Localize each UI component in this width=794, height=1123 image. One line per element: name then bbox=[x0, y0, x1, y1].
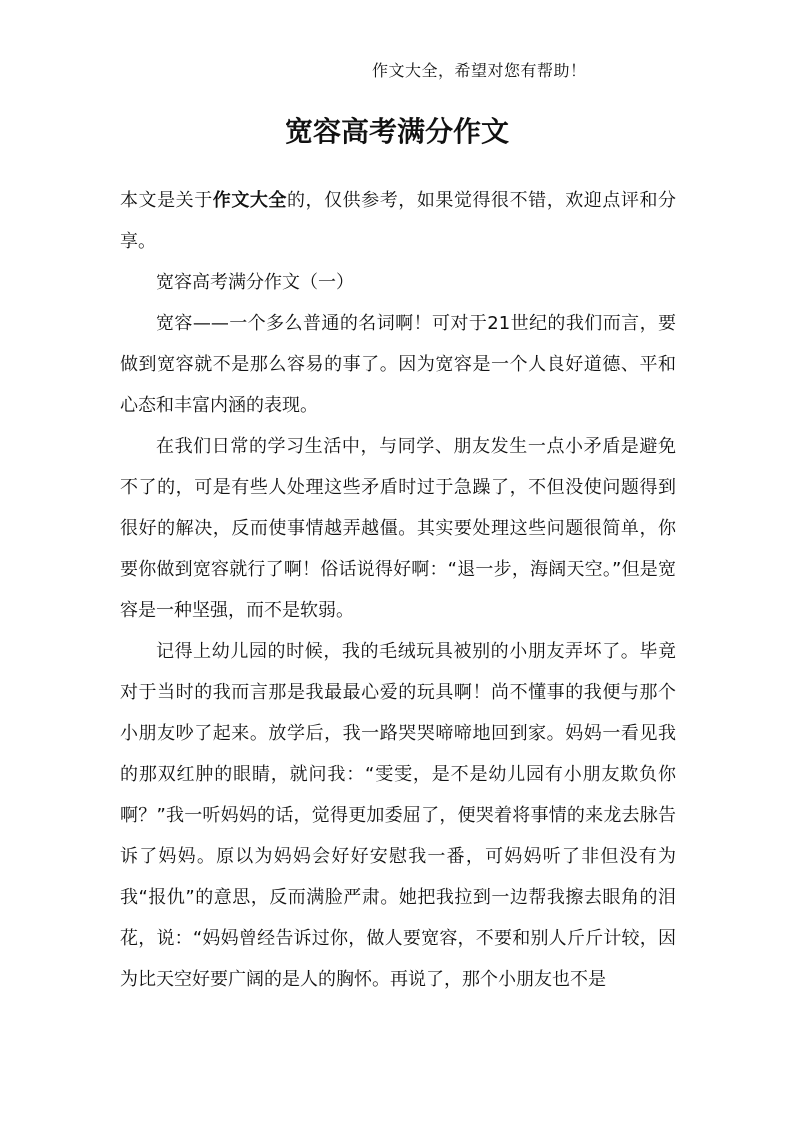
document-body bbox=[120, 180, 676, 1000]
body-paragraph-1: 宽容——一个多么普通的名词啊！可对于21世纪的我们而言，要做到宽容就不是那么容易的事了。因为宽容是一个人良好道德、平和心态和丰富内涵的表现。 bbox=[120, 313, 676, 416]
intro-paragraph bbox=[120, 180, 676, 262]
intro-prefix: 本文是关于 bbox=[120, 190, 213, 211]
document-title: 宽容高考满分作文 bbox=[284, 115, 509, 148]
body-paragraph-2: 在我们日常的学习生活中，与同学、朋友发生一点小矛盾是避免不了的，可是有些人处理这些矛盾时过于急躁了，不但没使问题得到很好的解决，反而使事情越弄越僵。其实要处理这些问题很简单，你要你做到宽容就行了啊！俗话说得好啊：“退一步，海阔天空。”但是宽容是一种坚强，而不是软弱。 bbox=[120, 436, 676, 621]
body-paragraph-3: 记得上幼儿园的时候，我的毛绒玩具被别的小朋友弄坏了。毕竟对于当时的我而言那是我最最心爱的玩具啊！尚不懂事的我便与那个小朋友吵了起来。放学后，我一路哭哭啼啼地回到家。妈妈一看见我的那双红肿的眼睛，就问我：“雯雯，是不是幼儿园有小朋友欺负你啊？”我一听妈妈的话，觉得更加委屈了，便哭着将事情的来龙去脉告诉了妈妈。原以为妈妈会好好安慰我一番，可妈妈听了非但没有为我“报仇”的意思，反而满脸严肃。她把我拉到一边帮我擦去眼角的泪花，说：“妈妈曾经告诉过你，做人要宽容，不要和别人斤斤计较，因为比天空好要广阔的是人的胸怀。再说了，那个小朋友也不是 bbox=[120, 641, 676, 990]
section-heading: 宽容高考满分作文（一） bbox=[156, 272, 354, 293]
header-note: 作文大全，希望对您有帮助！ bbox=[372, 61, 587, 80]
intro-keyword: 作文大全 bbox=[212, 190, 287, 211]
intro-suffix: 的，仅供参考，如果觉得很不错，欢迎点评和分享。 bbox=[120, 190, 677, 252]
